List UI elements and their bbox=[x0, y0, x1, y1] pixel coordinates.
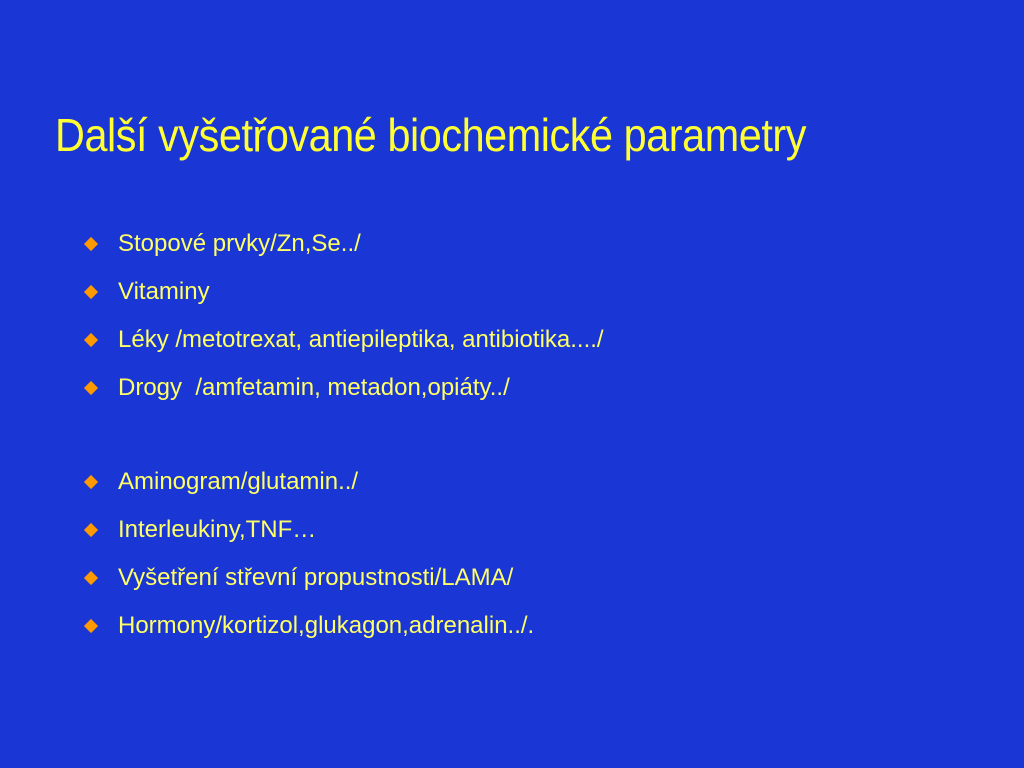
list-item-text: Vyšetření střevní propustnosti/LAMA/ bbox=[118, 564, 514, 591]
list-item-text: Stopové prvky/Zn,Se../ bbox=[118, 230, 361, 257]
list-item bbox=[82, 602, 604, 650]
list-item bbox=[82, 458, 604, 506]
list-item-text: Hormony/kortizol,glukagon,adrenalin../. bbox=[118, 612, 535, 639]
diamond-bullet-icon bbox=[84, 381, 98, 395]
list-item-text: Drogy /amfetamin, metadon,opiáty../ bbox=[118, 374, 510, 401]
list-item-text: Interleukiny,TNF… bbox=[118, 516, 317, 543]
list-item bbox=[82, 268, 604, 316]
list-item-text: Aminogram/glutamin../ bbox=[118, 468, 359, 495]
list-item bbox=[82, 554, 604, 602]
slide-title: Další vyšetřované biochemické parametry bbox=[55, 109, 806, 161]
diamond-bullet-icon bbox=[84, 285, 98, 299]
diamond-bullet-icon bbox=[84, 237, 98, 251]
diamond-bullet-icon bbox=[84, 523, 98, 537]
bullet-list bbox=[82, 220, 604, 650]
diamond-bullet-icon bbox=[84, 619, 98, 633]
list-item bbox=[82, 316, 604, 364]
list-item bbox=[82, 220, 604, 268]
list-item bbox=[82, 506, 604, 554]
diamond-bullet-icon bbox=[84, 571, 98, 585]
list-item-text: Vitaminy bbox=[118, 278, 210, 305]
diamond-bullet-icon bbox=[84, 333, 98, 347]
list-item bbox=[82, 364, 604, 412]
diamond-bullet-icon bbox=[84, 475, 98, 489]
list-item-text: Léky /metotrexat, antiepileptika, antibiotika..../ bbox=[118, 326, 604, 353]
